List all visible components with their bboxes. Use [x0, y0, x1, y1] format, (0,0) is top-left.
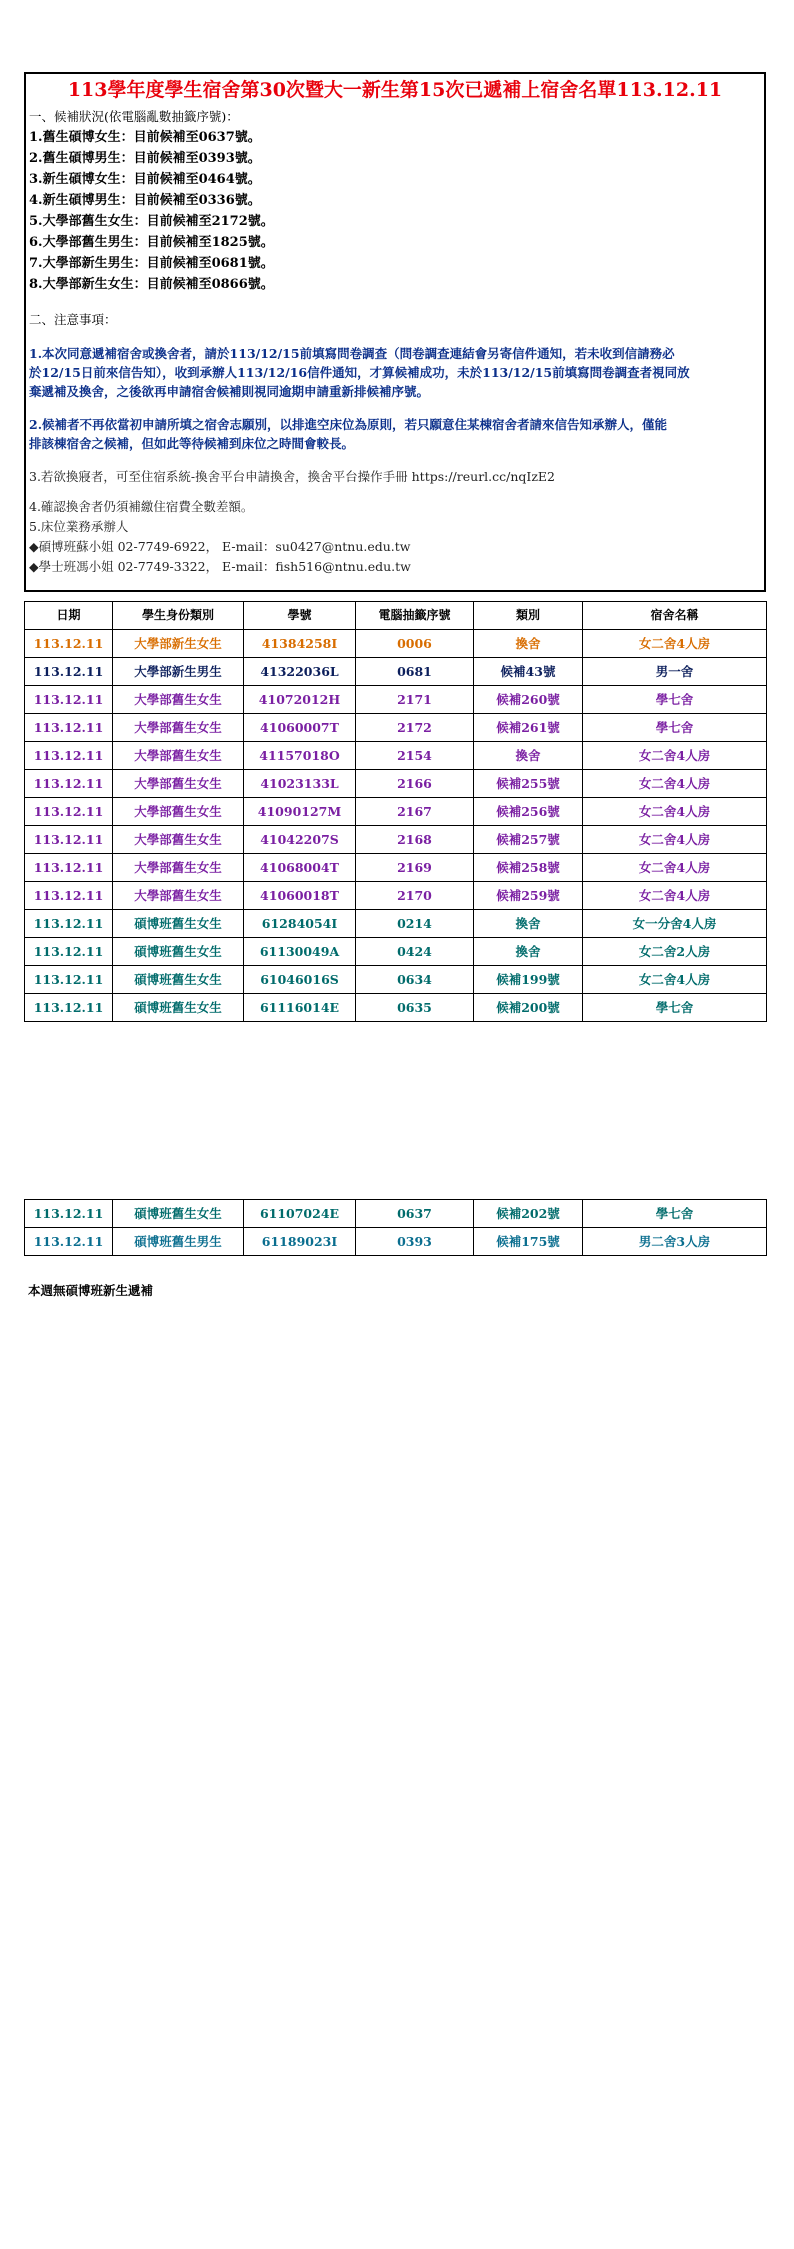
cell-student-id: 61284054I: [244, 910, 356, 938]
cell-category: 大學部舊生女生: [113, 854, 244, 882]
cell-student-id: 41322036L: [244, 658, 356, 686]
cell-date: 113.12.11: [25, 714, 113, 742]
cell-dorm: 男二舍3人房: [583, 1228, 767, 1256]
table-row: [25, 882, 767, 910]
cell-type: 候補259號: [474, 882, 583, 910]
cell-dorm: 男一舍: [583, 658, 767, 686]
note-2-line: 排該棟宿舍之候補，但如此等待候補到床位之時間會較長。: [29, 436, 355, 451]
cell-dorm: 女二舍4人房: [583, 882, 767, 910]
cell-dorm: 學七舍: [583, 714, 767, 742]
cell-lottery-no: 2166: [356, 770, 474, 798]
table-row: [25, 910, 767, 938]
contact-grad: ◆碩博班蘇小姐 02-7749-6922， E-mail：su0427@ntnu.edu.tw: [29, 539, 411, 554]
cell-category: 大學部舊生女生: [113, 714, 244, 742]
cell-date: 113.12.11: [25, 686, 113, 714]
cell-dorm: 女二舍4人房: [583, 826, 767, 854]
table-row: [25, 854, 767, 882]
cell-dorm: 學七舍: [583, 686, 767, 714]
cell-type: 候補261號: [474, 714, 583, 742]
cell-lottery-no: 2168: [356, 826, 474, 854]
cell-dorm: 女一分舍4人房: [583, 910, 767, 938]
cell-dorm: 女二舍4人房: [583, 966, 767, 994]
table-row: [25, 770, 767, 798]
cell-student-id: 41068004T: [244, 854, 356, 882]
header-lottery-no: 電腦抽籤序號: [356, 602, 474, 630]
note-1-line: 棄遞補及換舍，之後欲再申請宿舍候補則視同逾期申請重新排候補序號。: [29, 384, 430, 399]
cell-type: 候補258號: [474, 854, 583, 882]
cell-student-id: 41072012H: [244, 686, 356, 714]
cell-lottery-no: 0634: [356, 966, 474, 994]
waitlist-status-list: [29, 127, 761, 295]
cell-type: 候補202號: [474, 1200, 583, 1228]
cell-date: 113.12.11: [25, 966, 113, 994]
cell-student-id: 61130049A: [244, 938, 356, 966]
table-header-row: [25, 602, 767, 630]
cell-lottery-no: 2170: [356, 882, 474, 910]
cell-category: 大學部舊生女生: [113, 826, 244, 854]
table-row: [25, 686, 767, 714]
roster-table: [24, 601, 767, 1022]
note-4: 4.確認換舍者仍須補繳住宿費全數差額。: [29, 499, 254, 514]
cell-dorm: 女二舍4人房: [583, 770, 767, 798]
table-row: [25, 966, 767, 994]
cell-dorm: 女二舍4人房: [583, 798, 767, 826]
note-2: [29, 415, 761, 453]
cell-student-id: 41060007T: [244, 714, 356, 742]
note-2-line: 2.候補者不再依當初申請所填之宿舍志願別，以排進空床位為原則，若只願意住某棟宿舍者請來信告知承辦人，僅能: [29, 417, 668, 432]
cell-lottery-no: 0635: [356, 994, 474, 1022]
cell-category: 大學部新生男生: [113, 658, 244, 686]
cell-student-id: 41157018O: [244, 742, 356, 770]
cell-student-id: 61046016S: [244, 966, 356, 994]
cell-student-id: 41042207S: [244, 826, 356, 854]
cell-date: 113.12.11: [25, 658, 113, 686]
cell-dorm: 女二舍4人房: [583, 742, 767, 770]
cell-dorm: 女二舍4人房: [583, 854, 767, 882]
section2-heading: 二、注意事項：: [29, 312, 117, 327]
cell-category: 大學部舊生女生: [113, 770, 244, 798]
cell-student-id: 41090127M: [244, 798, 356, 826]
table-row: [25, 1228, 767, 1256]
cell-student-id: 41060018T: [244, 882, 356, 910]
cell-date: 113.12.11: [25, 770, 113, 798]
cell-category: 碩博班舊生女生: [113, 966, 244, 994]
cell-lottery-no: 0006: [356, 630, 474, 658]
table-row: [25, 798, 767, 826]
cell-date: 113.12.11: [25, 630, 113, 658]
cell-date: 113.12.11: [25, 994, 113, 1022]
cell-lottery-no: 2171: [356, 686, 474, 714]
table-row: [25, 938, 767, 966]
cell-lottery-no: 0393: [356, 1228, 474, 1256]
cell-dorm: 女二舍4人房: [583, 630, 767, 658]
cell-date: 113.12.11: [25, 742, 113, 770]
cell-type: 候補255號: [474, 770, 583, 798]
cell-category: 碩博班舊生男生: [113, 1228, 244, 1256]
cell-type: 候補256號: [474, 798, 583, 826]
cell-type: 候補260號: [474, 686, 583, 714]
cell-dorm: 學七舍: [583, 994, 767, 1022]
header-type: 類別: [474, 602, 583, 630]
cell-lottery-no: 0681: [356, 658, 474, 686]
cell-date: 113.12.11: [25, 882, 113, 910]
cell-category: 大學部舊生女生: [113, 742, 244, 770]
cell-type: 換舍: [474, 938, 583, 966]
status-item: 6.大學部舊生男生：目前候補至1825號。: [29, 235, 274, 250]
contact-undergrad: ◆學士班馮小姐 02-7749-3322， E-mail：fish516@ntnu.edu.tw: [29, 559, 411, 574]
header-date: 日期: [25, 602, 113, 630]
table-row: [25, 658, 767, 686]
note-5: 5.床位業務承辦人: [29, 519, 129, 534]
status-item: 7.大學部新生男生：目前候補至0681號。: [29, 256, 274, 271]
cell-category: 大學部舊生女生: [113, 882, 244, 910]
table-row: [25, 742, 767, 770]
cell-category: 大學部新生女生: [113, 630, 244, 658]
cell-lottery-no: 2172: [356, 714, 474, 742]
cell-type: 候補43號: [474, 658, 583, 686]
table-row: [25, 994, 767, 1022]
cell-type: 候補175號: [474, 1228, 583, 1256]
table-row: [25, 630, 767, 658]
table-row: [25, 714, 767, 742]
cell-lottery-no: 2169: [356, 854, 474, 882]
cell-date: 113.12.11: [25, 938, 113, 966]
status-item: 2.舊生碩博男生：目前候補至0393號。: [29, 151, 261, 166]
status-item: 1.舊生碩博女生：目前候補至0637號。: [29, 130, 261, 145]
roster-table-continued: [24, 1199, 767, 1256]
cell-dorm: 女二舍2人房: [583, 938, 767, 966]
cell-date: 113.12.11: [25, 798, 113, 826]
cell-date: 113.12.11: [25, 854, 113, 882]
cell-type: 換舍: [474, 630, 583, 658]
note-1-line: 於12/15日前來信告知），收到承辦人113/12/16信件通知，才算候補成功，未於113/12/15前填寫問卷調查者視同放: [29, 365, 690, 380]
cell-lottery-no: 0214: [356, 910, 474, 938]
footnote: 本週無碩博班新生遞補: [28, 1283, 154, 1298]
status-item: 5.大學部舊生女生：目前候補至2172號。: [29, 214, 274, 229]
cell-lottery-no: 2167: [356, 798, 474, 826]
cell-type: 候補200號: [474, 994, 583, 1022]
cell-type: 換舍: [474, 910, 583, 938]
cell-category: 碩博班舊生女生: [113, 910, 244, 938]
header-dorm: 宿舍名稱: [583, 602, 767, 630]
status-item: 4.新生碩博男生：目前候補至0336號。: [29, 193, 261, 208]
table-row: [25, 826, 767, 854]
cell-date: 113.12.11: [25, 910, 113, 938]
cell-lottery-no: 0424: [356, 938, 474, 966]
cell-student-id: 61116014E: [244, 994, 356, 1022]
status-item: 8.大學部新生女生：目前候補至0866號。: [29, 277, 274, 292]
header-student-id: 學號: [244, 602, 356, 630]
page-title: 113學年度學生宿舍第30次暨大一新生第15次已遞補上宿舍名單113.12.11: [67, 79, 723, 101]
note-1: [29, 344, 761, 401]
note-3: 3.若欲換寢者，可至住宿系統-換舍平台申請換舍，換舍平台操作手冊 https://reurl.cc/nqIzE2: [29, 469, 556, 484]
cell-category: 碩博班舊生女生: [113, 1200, 244, 1228]
cell-type: 候補257號: [474, 826, 583, 854]
cell-date: 113.12.11: [25, 826, 113, 854]
cell-type: 候補199號: [474, 966, 583, 994]
status-item: 3.新生碩博女生：目前候補至0464號。: [29, 172, 261, 187]
cell-dorm: 學七舍: [583, 1200, 767, 1228]
table-row: [25, 1200, 767, 1228]
note-1-line: 1.本次同意遞補宿舍或換舍者，請於113/12/15前填寫問卷調查（問卷調查連結會另寄信件通知，若未收到信請務必: [29, 346, 675, 361]
cell-lottery-no: 0637: [356, 1200, 474, 1228]
cell-student-id: 41384258I: [244, 630, 356, 658]
cell-date: 113.12.11: [25, 1200, 113, 1228]
cell-type: 換舍: [474, 742, 583, 770]
section1-heading: 一、候補狀況(依電腦亂數抽籤序號)：: [29, 109, 239, 124]
cell-category: 碩博班舊生女生: [113, 994, 244, 1022]
cell-student-id: 61107024E: [244, 1200, 356, 1228]
cell-student-id: 61189023I: [244, 1228, 356, 1256]
notice-box: [24, 72, 766, 592]
cell-category: 大學部舊生女生: [113, 798, 244, 826]
cell-date: 113.12.11: [25, 1228, 113, 1256]
cell-student-id: 41023133L: [244, 770, 356, 798]
cell-lottery-no: 2154: [356, 742, 474, 770]
cell-category: 碩博班舊生女生: [113, 938, 244, 966]
cell-category: 大學部舊生女生: [113, 686, 244, 714]
header-category: 學生身份類別: [113, 602, 244, 630]
